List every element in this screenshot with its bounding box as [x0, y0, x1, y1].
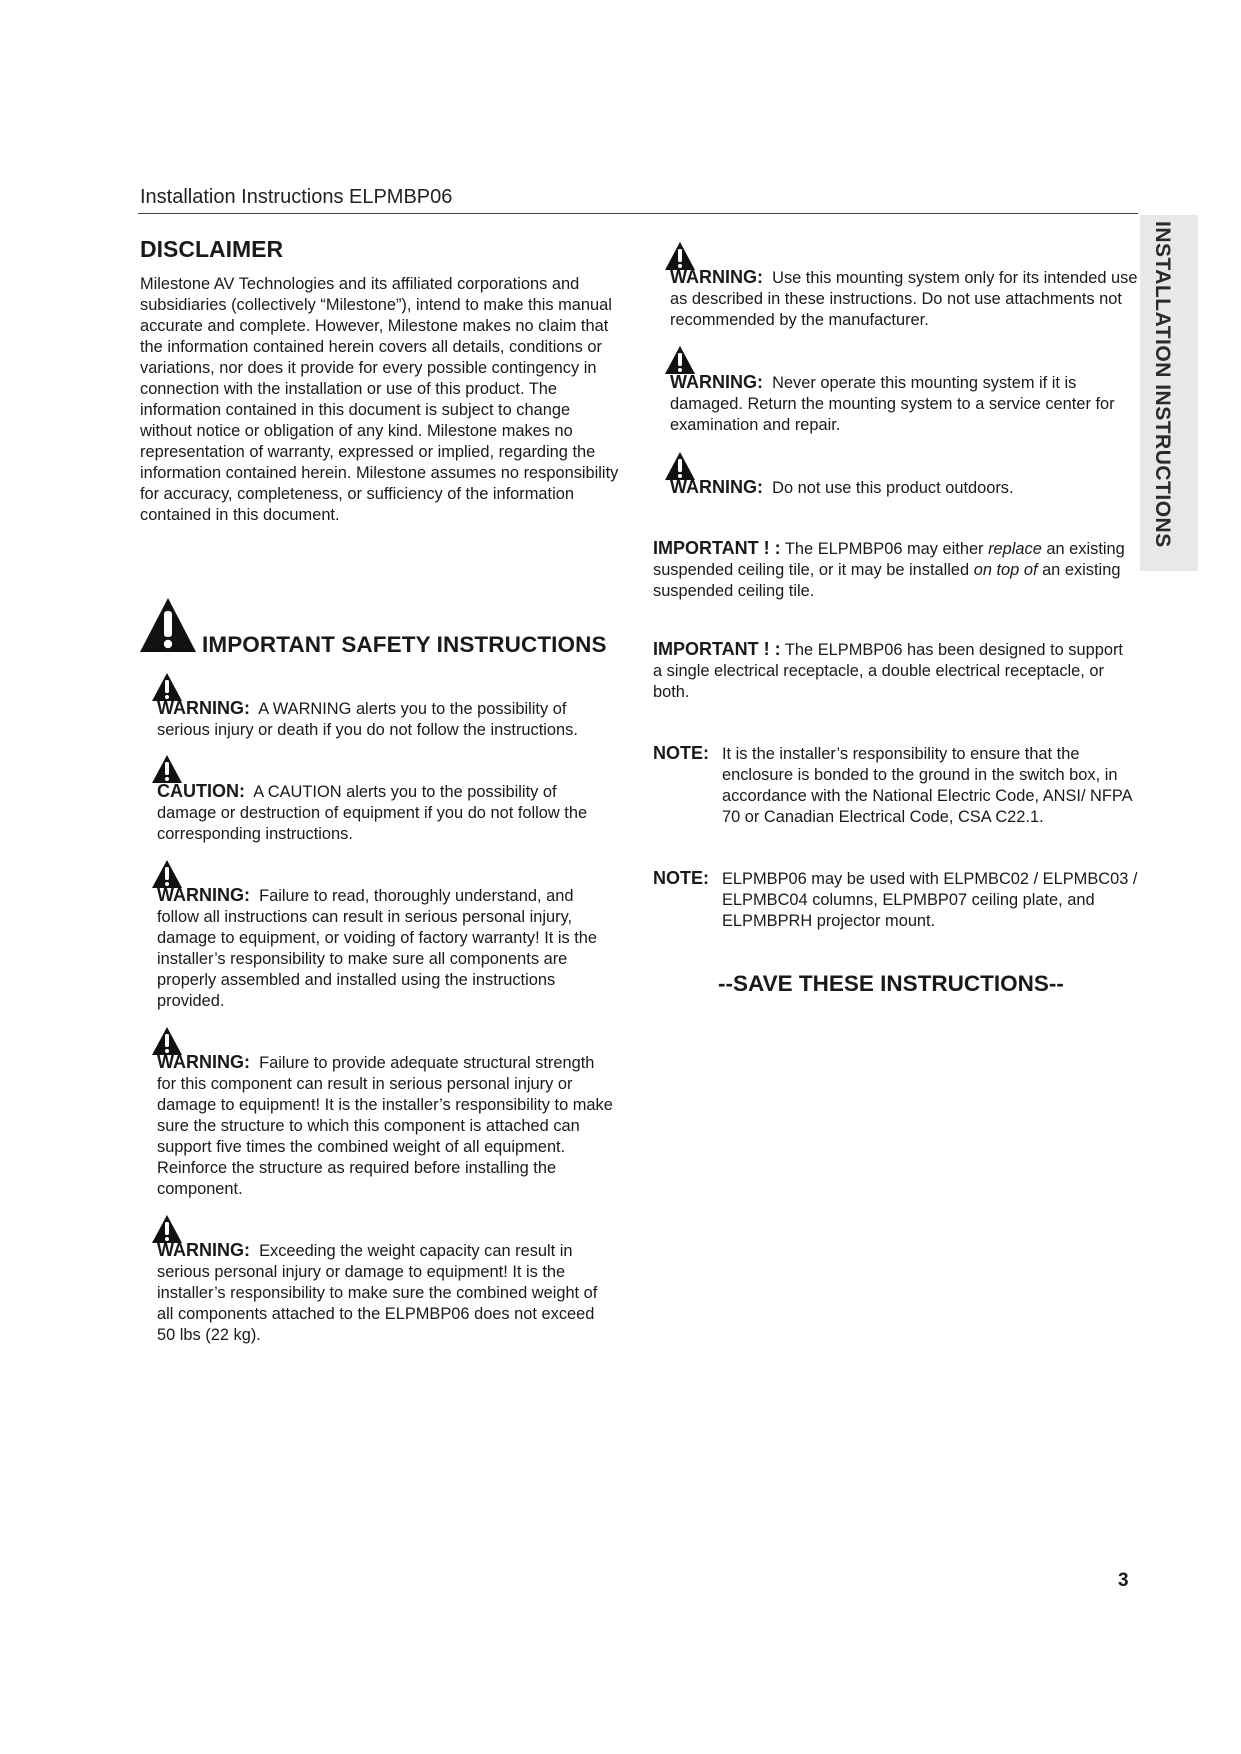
- safety-item-2: [157, 781, 617, 845]
- important-em-on-top-of: on top of: [973, 561, 1038, 579]
- large-warning-icon: [139, 597, 197, 653]
- header-title: Installation Instructions ELPMBP06: [140, 186, 453, 208]
- safety-heading: IMPORTANT SAFETY INSTRUCTIONS: [202, 632, 607, 657]
- side-tab: [1140, 215, 1198, 571]
- important-label: IMPORTANT ! :: [653, 639, 781, 659]
- warning-label: WARNING:: [157, 1240, 250, 1260]
- warning-label: WARNING:: [670, 477, 763, 497]
- note-text: It is the installer’s responsibility to ensure that the enclosure is bonded to the ground in the switch box, in accordance with the National Electric Code, ANSI/ NFPA 70 or Canadian Electrical Code, CSA C22.1.: [722, 745, 1132, 826]
- note-label: NOTE:: [653, 743, 709, 763]
- important-text-c: an existing suspended ceiling tile.: [653, 561, 1121, 600]
- disclaimer-heading: DISCLAIMER: [140, 236, 284, 262]
- note-1: [653, 744, 1138, 828]
- note-label: NOTE:: [653, 868, 709, 888]
- warning-label: WARNING:: [670, 267, 763, 287]
- right-warning-1: [670, 267, 1140, 331]
- safety-item-5: [157, 1240, 617, 1346]
- warning-text: Do not use this product outdoors.: [772, 479, 1014, 497]
- safety-item-4: [157, 1052, 617, 1200]
- save-instructions-text: --SAVE THESE INSTRUCTIONS--: [718, 971, 1064, 996]
- note-2: [653, 869, 1138, 932]
- important-notice-2: [653, 639, 1133, 703]
- warning-label: WARNING:: [670, 372, 763, 392]
- right-warning-2: [670, 372, 1140, 436]
- right-warning-3: [670, 477, 1140, 499]
- warning-text: Failure to read, thoroughly understand, and follow all instructions can result in serious personal injury, damage to equipment, or voiding of factory warranty! It is the installer’s responsibility to make sure all components are properly assembled and installed using the instructions provided.: [157, 887, 598, 1010]
- important-text: The ELPMBP06 has been designed to support a single electrical receptacle, a double electrical receptacle, or both.: [653, 641, 1123, 701]
- warning-label: WARNING:: [157, 1052, 250, 1072]
- note-text: ELPMBP06 may be used with ELPMBC02 / ELPMBC03 / ELPMBC04 columns, ELPMBP07 ceiling plate, and ELPMBPRH projector mount.: [722, 870, 1138, 930]
- warning-label: WARNING:: [157, 885, 250, 905]
- warning-text: A WARNING alerts you to the possibility of serious injury or death if you do not follow the instructions.: [157, 700, 578, 739]
- side-tab-label: INSTALLATION INSTRUCTIONS: [1151, 221, 1174, 548]
- page-number: 3: [1118, 1570, 1129, 1591]
- caution-text: A CAUTION alerts you to the possibility of damage or destruction of equipment if you do not follow the corresponding instructions.: [157, 783, 588, 843]
- warning-text: Failure to provide adequate structural strength for this component can result in serious personal injury or damage to equipment! It is the installer’s responsibility to make sure the structure to which this component is attached can support five times the combined weight of all equipment. Reinforce the structure as required before installing the component.: [157, 1054, 613, 1198]
- disclaimer-body: Milestone AV Technologies and its affiliated corporations and subsidiaries (collectively “Milestone”), intend to make this manual accurate and complete. However, Milestone makes no claim that the information contained herein covers all details, conditions or variations, nor does it provide for every possible contingency in connection with the installation or use of this product. The information contained in this document is subject to change without notice or obligation of any kind. Milestone makes no representation of warranty, expressed or implied, regarding the information contained herein. Milestone assumes no responsibility for accuracy, completeness, or sufficiency of the information contained in this document.: [140, 275, 619, 524]
- safety-item-3: [157, 885, 617, 1012]
- important-label: IMPORTANT ! :: [653, 538, 781, 558]
- warning-text: Never operate this mounting system if it is damaged. Return the mounting system to a service center for examination and repair.: [670, 374, 1115, 434]
- header-divider: [138, 213, 1138, 214]
- important-text-a: The ELPMBP06 may either: [780, 540, 989, 558]
- important-em-replace: replace: [988, 540, 1042, 558]
- warning-text: Use this mounting system only for its intended use as described in these instructions. Do not use attachments not recommended by the manufacturer.: [670, 269, 1138, 329]
- important-notice-1: [653, 538, 1133, 602]
- caution-label: CAUTION:: [157, 781, 245, 801]
- warning-text: Exceeding the weight capacity can result in serious personal injury or damage to equipment! It is the installer’s responsibility to make sure the combined weight of all components attached to the ELPMBP06 does not exceed 50 lbs (22 kg).: [157, 1242, 598, 1344]
- warning-label: WARNING:: [157, 698, 250, 718]
- important-text-b: an existing suspended ceiling tile, or it may be installed: [653, 540, 1125, 579]
- safety-item-1: [157, 698, 617, 741]
